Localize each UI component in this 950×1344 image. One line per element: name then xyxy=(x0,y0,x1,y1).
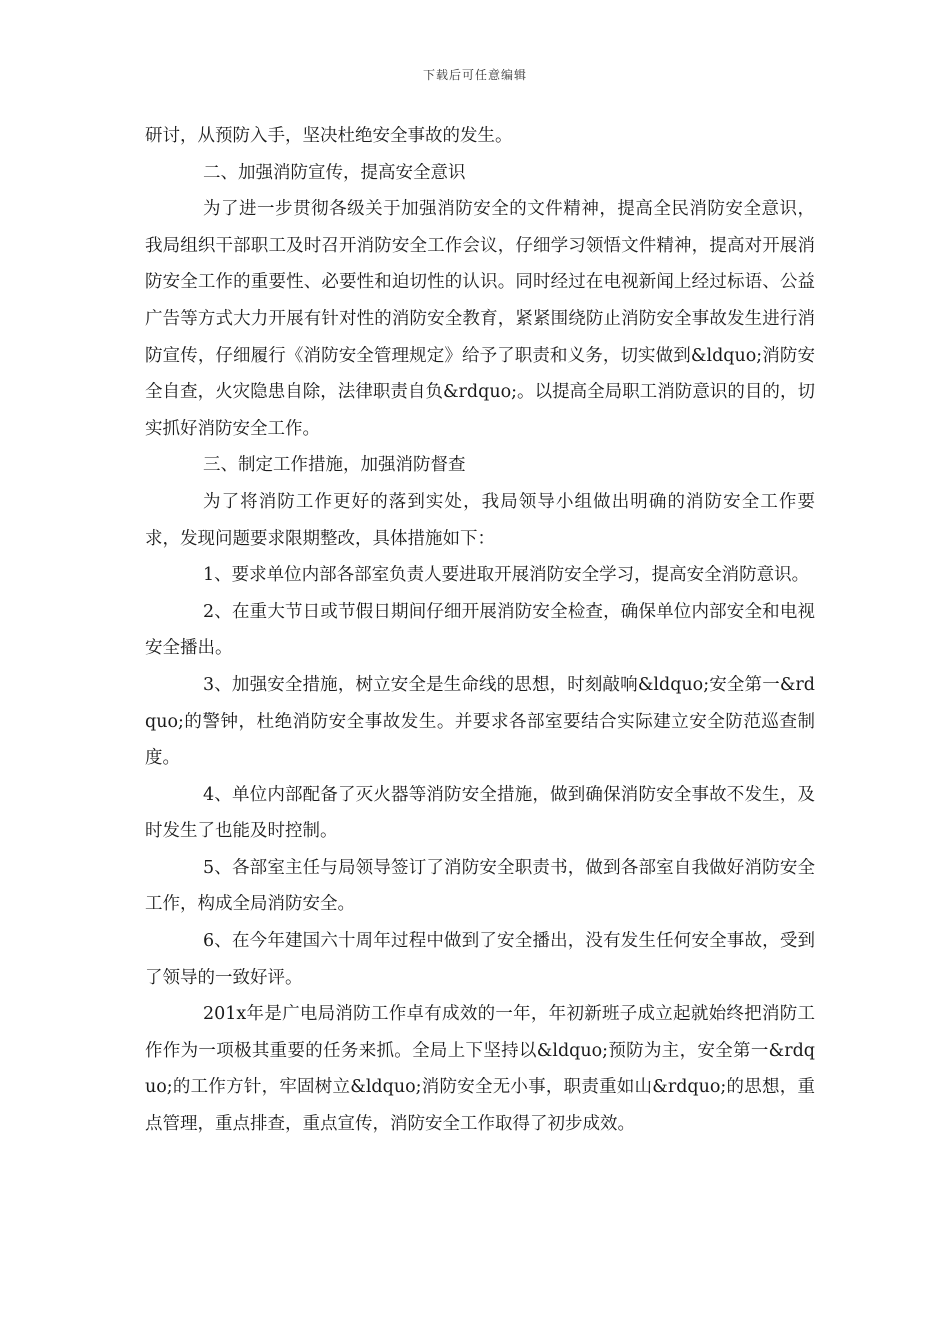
list-item-3: 3、加强安全措施，树立安全是生命线的思想，时刻敲响&ldquo;安全第一&rdquo;的警钟，杜绝消防安全事故发生。并要求各部室要结合实际建立安全防范巡查制度。 xyxy=(145,674,815,769)
document-body xyxy=(145,118,815,1143)
section-heading-3: 三、制定工作措施，加强消防督查 xyxy=(203,455,466,476)
section-heading-2: 二、加强消防宣传，提高安全意识 xyxy=(203,162,466,183)
paragraph-publicity: 为了进一步贯彻各级关于加强消防安全的文件精神，提高全民消防安全意识，我局组织干部职工及时召开消防安全工作会议，仔细学习领悟文件精神，提高对开展消防安全工作的重要性、必要性和迫切性的认识。同时经过在电视新闻上经过标语、公益广告等方式大力开展有针对性的消防安全教育，紧紧围绕防止消防安全事故发生进行消防宣传，仔细履行《消防安全管理规定》给予了职责和义务，切实做到&ldquo;消防安全自查，火灾隐患自除，法律职责自负&rdquo;。以提高全局职工消防意识的目的，切实抓好消防安全工作。 xyxy=(145,199,815,439)
list-item-5: 5、各部室主任与局领导签订了消防安全职责书，做到各部室自我做好消防安全工作，构成全局消防安全。 xyxy=(145,857,815,915)
list-item-1: 1、要求单位内部各部室负责人要进取开展消防安全学习，提高安全消防意识。 xyxy=(203,565,810,586)
paragraph-measures-intro: 为了将消防工作更好的落到实处，我局领导小组做出明确的消防安全工作要求，发现问题要求限期整改，具体措施如下： xyxy=(145,491,815,549)
paragraph-summary: 201x年是广电局消防工作卓有成效的一年，年初新班子成立起就始终把消防工作作为一项极其重要的任务来抓。全局上下坚持以&ldquo;预防为主，安全第一&rdquo;的工作方针，牢固树立&ldquo;消防安全无小事，职责重如山&rdquo;的思想，重点管理，重点排查，重点宣传，消防安全工作取得了初步成效。 xyxy=(145,1004,815,1135)
paragraph-continuation: 研讨，从预防入手，坚决杜绝安全事故的发生。 xyxy=(145,126,513,146)
list-item-4: 4、单位内部配备了灭火器等消防安全措施，做到确保消防安全事故不发生，及时发生了也能及时控制。 xyxy=(145,784,815,842)
list-item-6: 6、在今年建国六十周年过程中做到了安全播出，没有发生任何安全事故，受到了领导的一致好评。 xyxy=(145,931,815,988)
page-header-note: 下载后可任意编辑 xyxy=(422,68,527,82)
list-item-2: 2、在重大节日或节假日期间仔细开展消防安全检查，确保单位内部安全和电视安全播出。 xyxy=(145,601,815,659)
